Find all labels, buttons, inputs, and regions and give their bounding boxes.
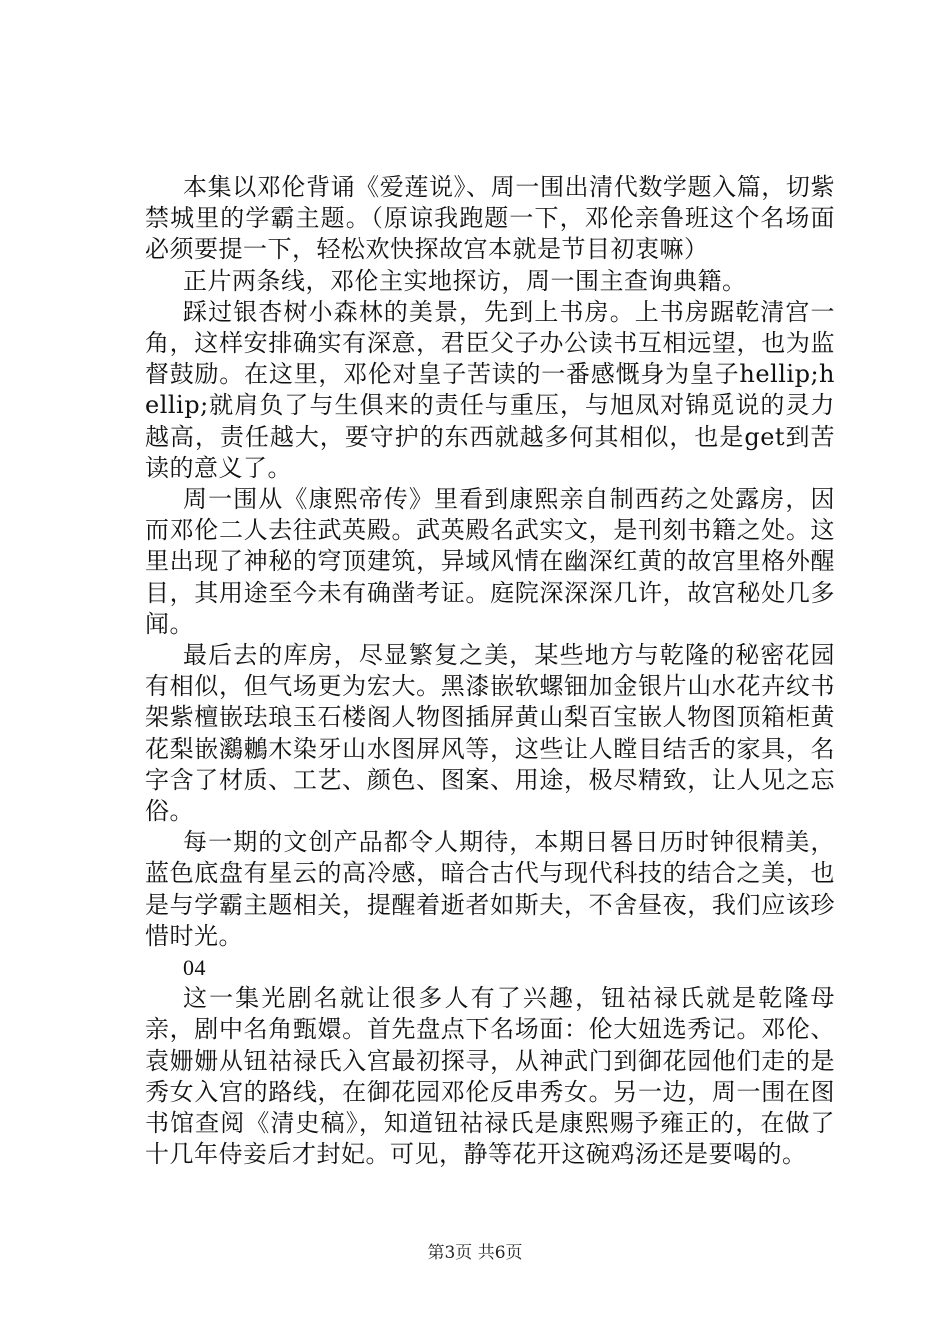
- paragraph-4: 周一围从《康熙帝传》里看到康熙亲自制西药之处露房，因而邓伦二人去往武英殿。武英殿名武实文，是刊刻书籍之处。这里出现了神秘的穹顶建筑，异域风情在幽深红黄的故宫里格外醒目，其用途至今未有确凿考证。庭院深深深几许，故宫秘处几多闻。: [145, 485, 835, 638]
- document-body: [145, 172, 835, 1171]
- paragraph-6: 每一期的文创产品都令人期待，本期日晷日历时钟很精美，蓝色底盘有星云的高冷感，暗合古代与现代科技的结合之美，也是与学霸主题相关，提醒着逝者如斯夫，不舍昼夜，我们应该珍惜时光。: [145, 828, 835, 950]
- paragraph-7: 这一集光剧名就让很多人有了兴趣，钮祜禄氏就是乾隆母亲，剧中名角甄嬛。首先盘点下名场面：伦大妞选秀记。邓伦、袁姗姗从钮祜禄氏入宫最初探寻，从神武门到御花园他们走的是秀女入宫的路线，在御花园邓伦反串秀女。另一边，周一围在图书馆查阅《清史稿》，知道钮祜禄氏是康熙赐予雍正的，在做了十几年侍妾后才封妃。可见，静等花开这碗鸡汤还是要喝的。: [145, 984, 835, 1169]
- paragraph-1: 本集以邓伦背诵《爱莲说》、周一围出清代数学题入篇，切紫禁城里的学霸主题。（原谅我跑题一下，邓伦亲鲁班这个名场面必须要提一下，轻松欢快探故宫本就是节目初衷嘛）: [145, 173, 835, 264]
- section-number: 04: [183, 955, 206, 981]
- paragraph-3: 踩过银杏树小森林的美景，先到上书房。上书房踞乾清宫一角，这样安排确实有深意，君臣父子办公读书互相远望，也为监督鼓励。在这里，邓伦对皇子苦读的一番感慨身为皇子hellip;hellip;就肩负了与生俱来的责任与重压，与旭凤对锦觅说的灵力越高，责任越大，要守护的东西就越多何其相似，也是get到苦读的意义了。: [145, 297, 835, 482]
- page-footer: 第3页 共6页: [427, 1243, 523, 1263]
- paragraph-2: 正片两条线，邓伦主实地探访，周一围主查询典籍。: [183, 266, 747, 295]
- paragraph-5: 最后去的库房，尽显繁复之美，某些地方与乾隆的秘密花园有相似，但气场更为宏大。黑漆嵌软螺钿加金银片山水花卉纹书架紫檀嵌珐琅玉石楼阁人物图插屏黄山梨百宝嵌人物图顶箱柜黄花梨嵌鸂鶒木染牙山水图屏风等，这些让人瞠目结舌的家具，名字含了材质、工艺、颜色、图案、用途，极尽精致，让人见之忘俗。: [145, 641, 835, 826]
